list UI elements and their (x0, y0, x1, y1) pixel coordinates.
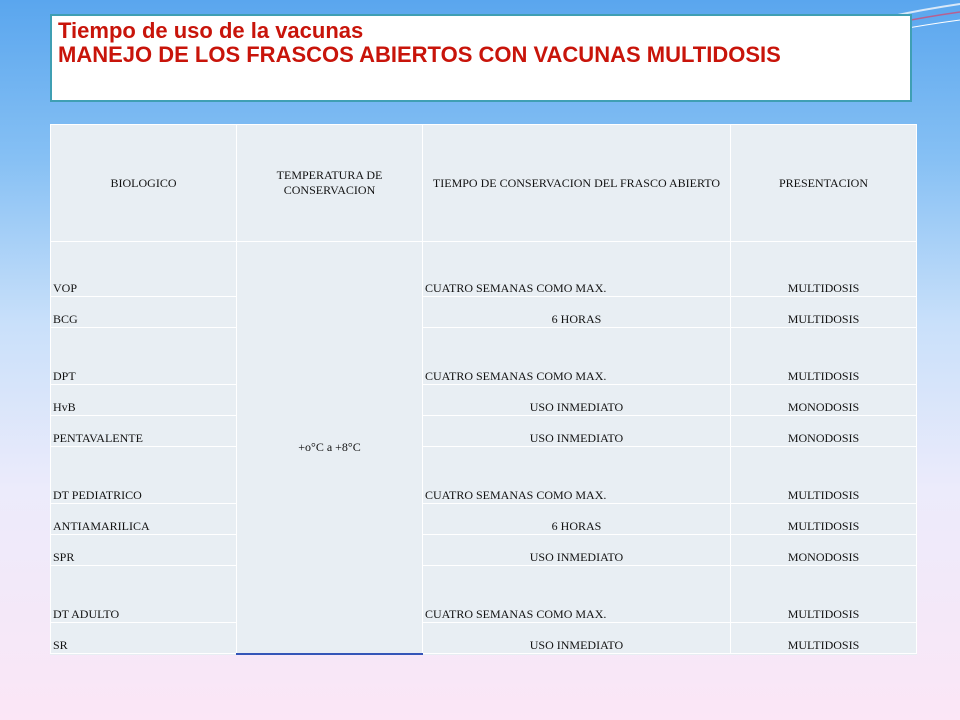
cell-tiempo: CUATRO SEMANAS COMO MAX. (423, 566, 731, 623)
table-row (51, 385, 917, 416)
cell-tiempo: CUATRO SEMANAS COMO MAX. (423, 328, 731, 385)
vaccine-table (50, 124, 917, 655)
cell-biologico: DT PEDIATRICO (51, 447, 237, 504)
cell-presentacion: MULTIDOSIS (731, 328, 917, 385)
cell-presentacion: MULTIDOSIS (731, 504, 917, 535)
cell-presentacion: MULTIDOSIS (731, 623, 917, 654)
cell-presentacion: MULTIDOSIS (731, 566, 917, 623)
table-header-row (51, 125, 917, 242)
cell-presentacion: MONODOSIS (731, 385, 917, 416)
cell-biologico: DT ADULTO (51, 566, 237, 623)
title-box (50, 14, 912, 102)
cell-presentacion: MULTIDOSIS (731, 242, 917, 297)
cell-tiempo: USO INMEDIATO (423, 385, 731, 416)
cell-presentacion: MULTIDOSIS (731, 447, 917, 504)
header-presentacion: PRESENTACION (731, 125, 917, 242)
cell-tiempo: 6 HORAS (423, 297, 731, 328)
table-row (51, 328, 917, 385)
cell-tiempo: CUATRO SEMANAS COMO MAX. (423, 242, 731, 297)
vaccine-table-wrap (50, 124, 916, 655)
title-line-2: MANEJO DE LOS FRASCOS ABIERTOS CON VACUNAS MULTIDOSIS (58, 42, 781, 67)
cell-biologico: VOP (51, 242, 237, 297)
cell-tiempo: 6 HORAS (423, 504, 731, 535)
table-row (51, 416, 917, 447)
cell-biologico: PENTAVALENTE (51, 416, 237, 447)
cell-tiempo: CUATRO SEMANAS COMO MAX. (423, 447, 731, 504)
table-row (51, 623, 917, 654)
cell-tiempo: USO INMEDIATO (423, 535, 731, 566)
header-biologico: BIOLOGICO (51, 125, 237, 242)
cell-tiempo: USO INMEDIATO (423, 416, 731, 447)
cell-presentacion: MONODOSIS (731, 416, 917, 447)
cell-temperatura: +o°C a +8°C (237, 242, 423, 654)
cell-biologico: HvB (51, 385, 237, 416)
table-row (51, 566, 917, 623)
table-row (51, 242, 917, 297)
cell-presentacion: MONODOSIS (731, 535, 917, 566)
cell-biologico: SR (51, 623, 237, 654)
cell-biologico: BCG (51, 297, 237, 328)
header-tiempo: TIEMPO DE CONSERVACION DEL FRASCO ABIERTO (423, 125, 731, 242)
table-row (51, 535, 917, 566)
table-row (51, 504, 917, 535)
cell-tiempo: USO INMEDIATO (423, 623, 731, 654)
title-line-1: Tiempo de uso de la vacunas (58, 18, 364, 43)
table-row (51, 447, 917, 504)
table-row (51, 297, 917, 328)
header-temperatura: TEMPERATURA DE CONSERVACION (237, 125, 423, 242)
cell-biologico: DPT (51, 328, 237, 385)
cell-biologico: SPR (51, 535, 237, 566)
cell-presentacion: MULTIDOSIS (731, 297, 917, 328)
cell-biologico: ANTIAMARILICA (51, 504, 237, 535)
